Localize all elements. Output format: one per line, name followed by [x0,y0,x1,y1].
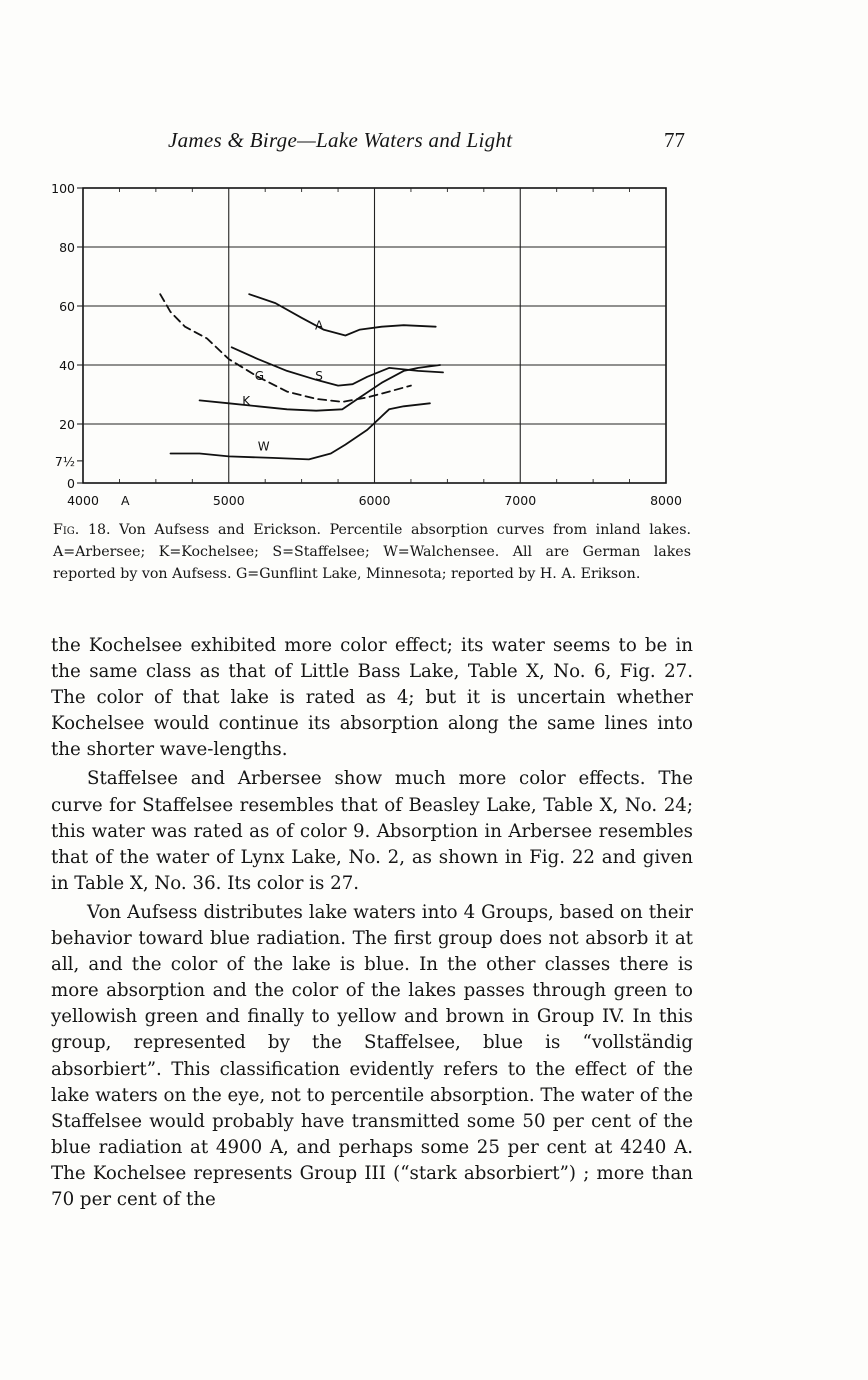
running-head: James & Birge—Lake Waters and Light [168,128,513,152]
paragraph: the Kochelsee exhibited more color effect; its water seems to be in the same class as that of Little Bass Lake, Table X, No. 6, Fig. 27. The color of that lake is rated as 4; but it is uncertain whether Kochelsee would continue its absorption along the same lines into the shorter wave-lengths. [51,635,693,761]
series-line-w [171,403,430,459]
page-number: 77 [664,128,685,152]
y-tick-label: 100 [51,181,75,196]
y-tick-label: 80 [59,240,75,255]
y-tick-label: 40 [59,358,75,373]
paragraph: Staffelsee and Arbersee show much more color effects. The curve for Staffelsee resembles that of Beasley Lake, Table X, No. 24; this water was rated as of color 9. Absorption in Arbersee resembles that of the water of Lynx Lake, No. 2, as shown in Fig. 22 and given in Table X, No. 36. Its color is 27. [51,768,693,894]
x-tick-label: 5000 [212,493,245,508]
paragraph: Von Aufsess distributes lake waters into 4 Groups, based on their behavior toward blue radiation. The first group does not absorb it at all, and the color of the lake is blue. In the other classes there is more absorption and the color of the lakes passes through green to yellowish green and finally to yellow and brown in Group IV. In this group, represented by the Staffelsee, blue is “vollständig absorbiert”. This classification evidently refers to the effect of the lake waters on the eye, not to percentile absorption. The water of the Staffelsee would probably have transmitted some 50 per cent of the blue radiation at 4900 A, and perhaps some 25 per cent at 4240 A. The Kochelsee represents Group III (“stark absorbiert”) ; more than 70 per cent of the [51,901,693,1210]
x-tick-label: 6000 [358,493,391,508]
y-tick-label: 7½ [54,453,75,469]
body-text [51,633,693,1216]
y-tick-label: 0 [67,476,75,491]
absorption-chart [51,178,705,518]
chart-series [160,294,443,459]
figure-caption-text: 18. Von Aufsess and Erickson. Percentile absorption curves from inland lakes. A=Arbersee; K=Kochelsee; S=Staffelsee; W=Walchensee. All are German lakes reported by von Aufsess. G=Gunflint Lake, Minnesota; reported by H. A. Erikson. [53,522,691,582]
series-label-a: A [315,318,324,333]
series-line-a [249,294,436,335]
series-label-g: G [254,368,265,383]
series-label-k: K [242,393,251,408]
series-label-s: S [315,368,323,383]
x-tick-label: 7000 [504,493,537,508]
series-line-g [160,294,411,402]
figure-caption [53,519,691,585]
chart-grid [77,188,666,483]
series-label-w: W [257,439,270,454]
x-tick-label: 4000 [67,493,99,508]
y-tick-label: 60 [59,299,75,314]
x-tick-label: A [121,493,130,508]
chart-labels [51,181,682,508]
y-tick-label: 20 [59,417,75,432]
x-tick-label: 8000 [650,493,682,508]
figure-label: Fig. [53,522,80,538]
